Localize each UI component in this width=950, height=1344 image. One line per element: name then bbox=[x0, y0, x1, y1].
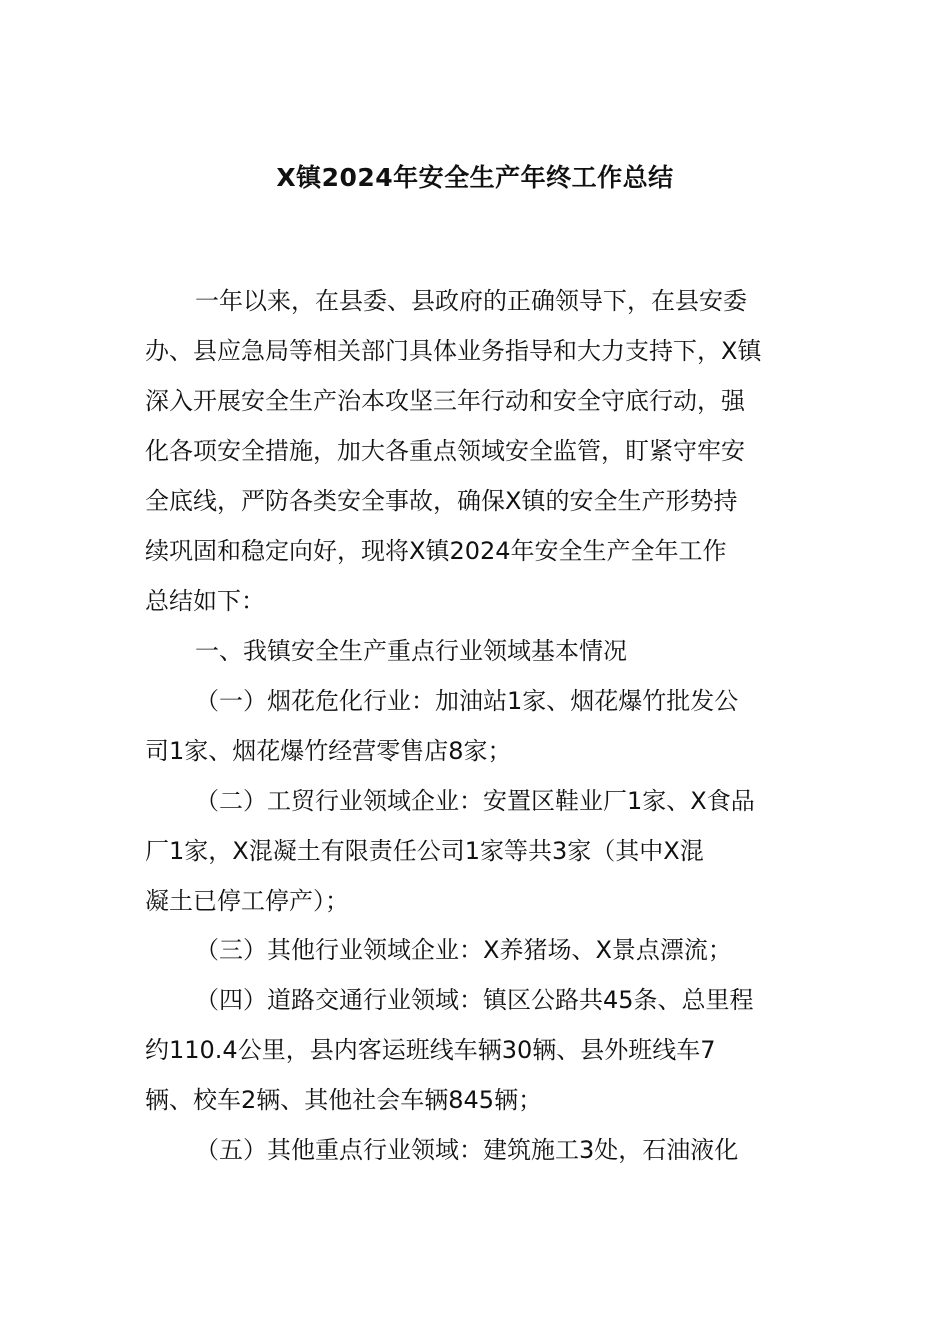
paragraph-line: 一年以来，在县委、县政府的正确领导下，在县安委 bbox=[195, 287, 747, 315]
paragraph-line: 深入开展安全生产治本攻坚三年行动和安全守底行动，强 bbox=[145, 387, 745, 415]
list-item-line: （四）道路交通行业领域：镇区公路共45条、总里程 bbox=[195, 986, 754, 1014]
list-item-line: 凝土已停工停产）； bbox=[145, 887, 349, 915]
paragraph-line: 续巩固和稳定向好，现将X镇2024年安全生产全年工作 bbox=[145, 537, 727, 565]
list-item-line: （二）工贸行业领域企业：安置区鞋业厂1家、X食品 bbox=[195, 787, 755, 815]
section-heading: 一、我镇安全生产重点行业领域基本情况 bbox=[195, 637, 627, 665]
paragraph-line: 全底线，严防各类安全事故，确保X镇的安全生产形势持 bbox=[145, 487, 738, 515]
document-title: X镇2024年安全生产年终工作总结 bbox=[276, 163, 674, 192]
list-item-line: （五）其他重点行业领域：建筑施工3处，石油液化 bbox=[195, 1136, 739, 1164]
list-item-line: 约110.4公里，县内客运班线车辆30辆、县外班线车7 bbox=[145, 1036, 716, 1064]
paragraph-line: 总结如下： bbox=[145, 587, 265, 615]
list-item-line: 司1家、烟花爆竹经营零售店8家； bbox=[145, 737, 512, 765]
list-item-line: 辆、校车2辆、其他社会车辆845辆； bbox=[145, 1086, 543, 1114]
list-item-line: 厂1家，X混凝土有限责任公司1家等共3家（其中X混 bbox=[145, 837, 704, 865]
list-item-line: （一）烟花危化行业：加油站1家、烟花爆竹批发公 bbox=[195, 687, 739, 715]
paragraph-line: 化各项安全措施，加大各重点领域安全监管，盯紧守牢安 bbox=[145, 437, 745, 465]
paragraph-line: 办、县应急局等相关部门具体业务指导和大力支持下，X镇 bbox=[145, 337, 762, 365]
list-item-line: （三）其他行业领域企业：X养猪场、X景点漂流； bbox=[195, 936, 732, 964]
